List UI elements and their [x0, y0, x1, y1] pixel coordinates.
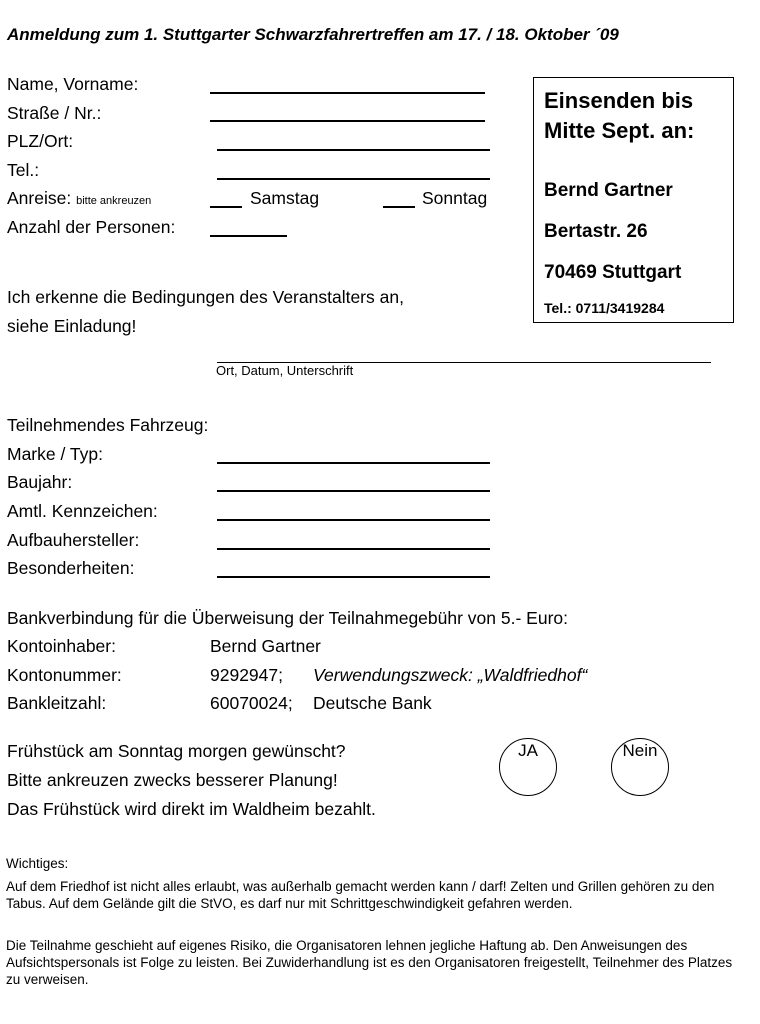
blz-value: 60070024; [210, 693, 293, 713]
conditions-line2: siehe Einladung! [7, 316, 137, 336]
arrival-label [7, 188, 151, 209]
tel-label: Tel.: [7, 160, 40, 180]
saturday-checkbox[interactable] [210, 206, 242, 208]
address-city: 70469 Stuttgart [544, 262, 682, 283]
address-name: Bernd Gartner [544, 180, 673, 201]
tel-field[interactable] [217, 178, 490, 180]
breakfast-line3: Das Frühstück wird direkt im Waldheim bezahlt. [7, 799, 376, 819]
breakfast-yes-label: JA [518, 741, 538, 760]
name-label: Name, Vorname: [7, 74, 139, 94]
page-title: Anmeldung zum 1. Stuttgarter Schwarzfahrertreffen am 17. / 18. Oktober ´09 [7, 25, 619, 44]
breakfast-yes-option[interactable] [499, 738, 557, 796]
persons-field[interactable] [210, 235, 287, 237]
arrival-label-text: Anreise: [7, 188, 72, 208]
breakfast-line1: Frühstück am Sonntag morgen gewünscht? [7, 741, 346, 761]
breakfast-no-option[interactable] [611, 738, 669, 796]
address-heading-line2: Mitte Sept. an: [544, 118, 695, 143]
address-heading-line1: Einsenden bis [544, 88, 694, 113]
persons-label: Anzahl der Personen: [7, 217, 176, 237]
conditions-line1: Ich erkenne die Bedingungen des Veranstalters an, [7, 287, 404, 307]
plate-field[interactable] [217, 519, 490, 521]
address-street: Bertastr. 26 [544, 221, 648, 242]
bank-name: Deutsche Bank [313, 693, 432, 713]
account-value: 9292947; [210, 665, 283, 685]
sunday-label: Sonntag [422, 188, 488, 208]
builder-field[interactable] [217, 548, 490, 550]
plz-field[interactable] [217, 149, 490, 151]
signature-label: Ort, Datum, Unterschrift [216, 363, 354, 378]
year-field[interactable] [217, 490, 490, 492]
street-label: Straße / Nr.: [7, 103, 102, 123]
plate-label: Amtl. Kennzeichen: [7, 501, 158, 521]
address-heading [544, 86, 694, 146]
special-label: Besonderheiten: [7, 558, 135, 578]
notes-heading: Wichtiges: [6, 856, 69, 871]
make-field[interactable] [217, 462, 490, 464]
breakfast-no-label: Nein [622, 741, 658, 760]
breakfast-line2: Bitte ankreuzen zwecks besserer Planung! [7, 770, 338, 790]
notes-para1: Auf dem Friedhof ist nicht alles erlaubt, was außerhalb gemacht werden kann / darf! Zelten und Grillen gehören zu den Tabus. Auf dem Gelände gilt die StVO, es darf nur mit Schrittgeschwindigkeit gefahren werden. [6, 879, 715, 911]
holder-label: Kontoinhaber: [7, 636, 116, 656]
account-label: Kontonummer: [7, 665, 122, 685]
make-label: Marke / Typ: [7, 444, 103, 464]
holder-value: Bernd Gartner [210, 636, 321, 656]
sunday-checkbox[interactable] [383, 206, 415, 208]
special-field[interactable] [217, 576, 490, 578]
street-field[interactable] [210, 120, 485, 122]
payment-purpose: Verwendungszweck: „Waldfriedhof“ [313, 665, 588, 685]
address-phone: Tel.: 0711/3419284 [544, 300, 665, 316]
plz-label: PLZ/Ort: [7, 131, 74, 151]
bank-heading: Bankverbindung für die Überweisung der Teilnahmegebühr von 5.- Euro: [7, 608, 568, 628]
blz-label: Bankleitzahl: [7, 693, 107, 713]
builder-label: Aufbauhersteller: [7, 530, 140, 550]
year-label: Baujahr: [7, 472, 73, 492]
name-field[interactable] [210, 92, 485, 94]
address-box [533, 77, 734, 323]
notes-para2: Die Teilnahme geschieht auf eigenes Risiko, die Organisatoren lehnen jegliche Haftung ab. Den Anweisungen des Aufsichtspersonals ist Folge zu leisten. Bei Zuwiderhandlung ist es den Organisatoren freigestellt, Teilnehmer des Platzes zu verweisen. [6, 938, 733, 987]
arrival-hint: bitte ankreuzen [76, 195, 152, 207]
saturday-label: Samstag [250, 188, 320, 208]
vehicle-heading: Teilnehmendes Fahrzeug: [7, 415, 209, 435]
